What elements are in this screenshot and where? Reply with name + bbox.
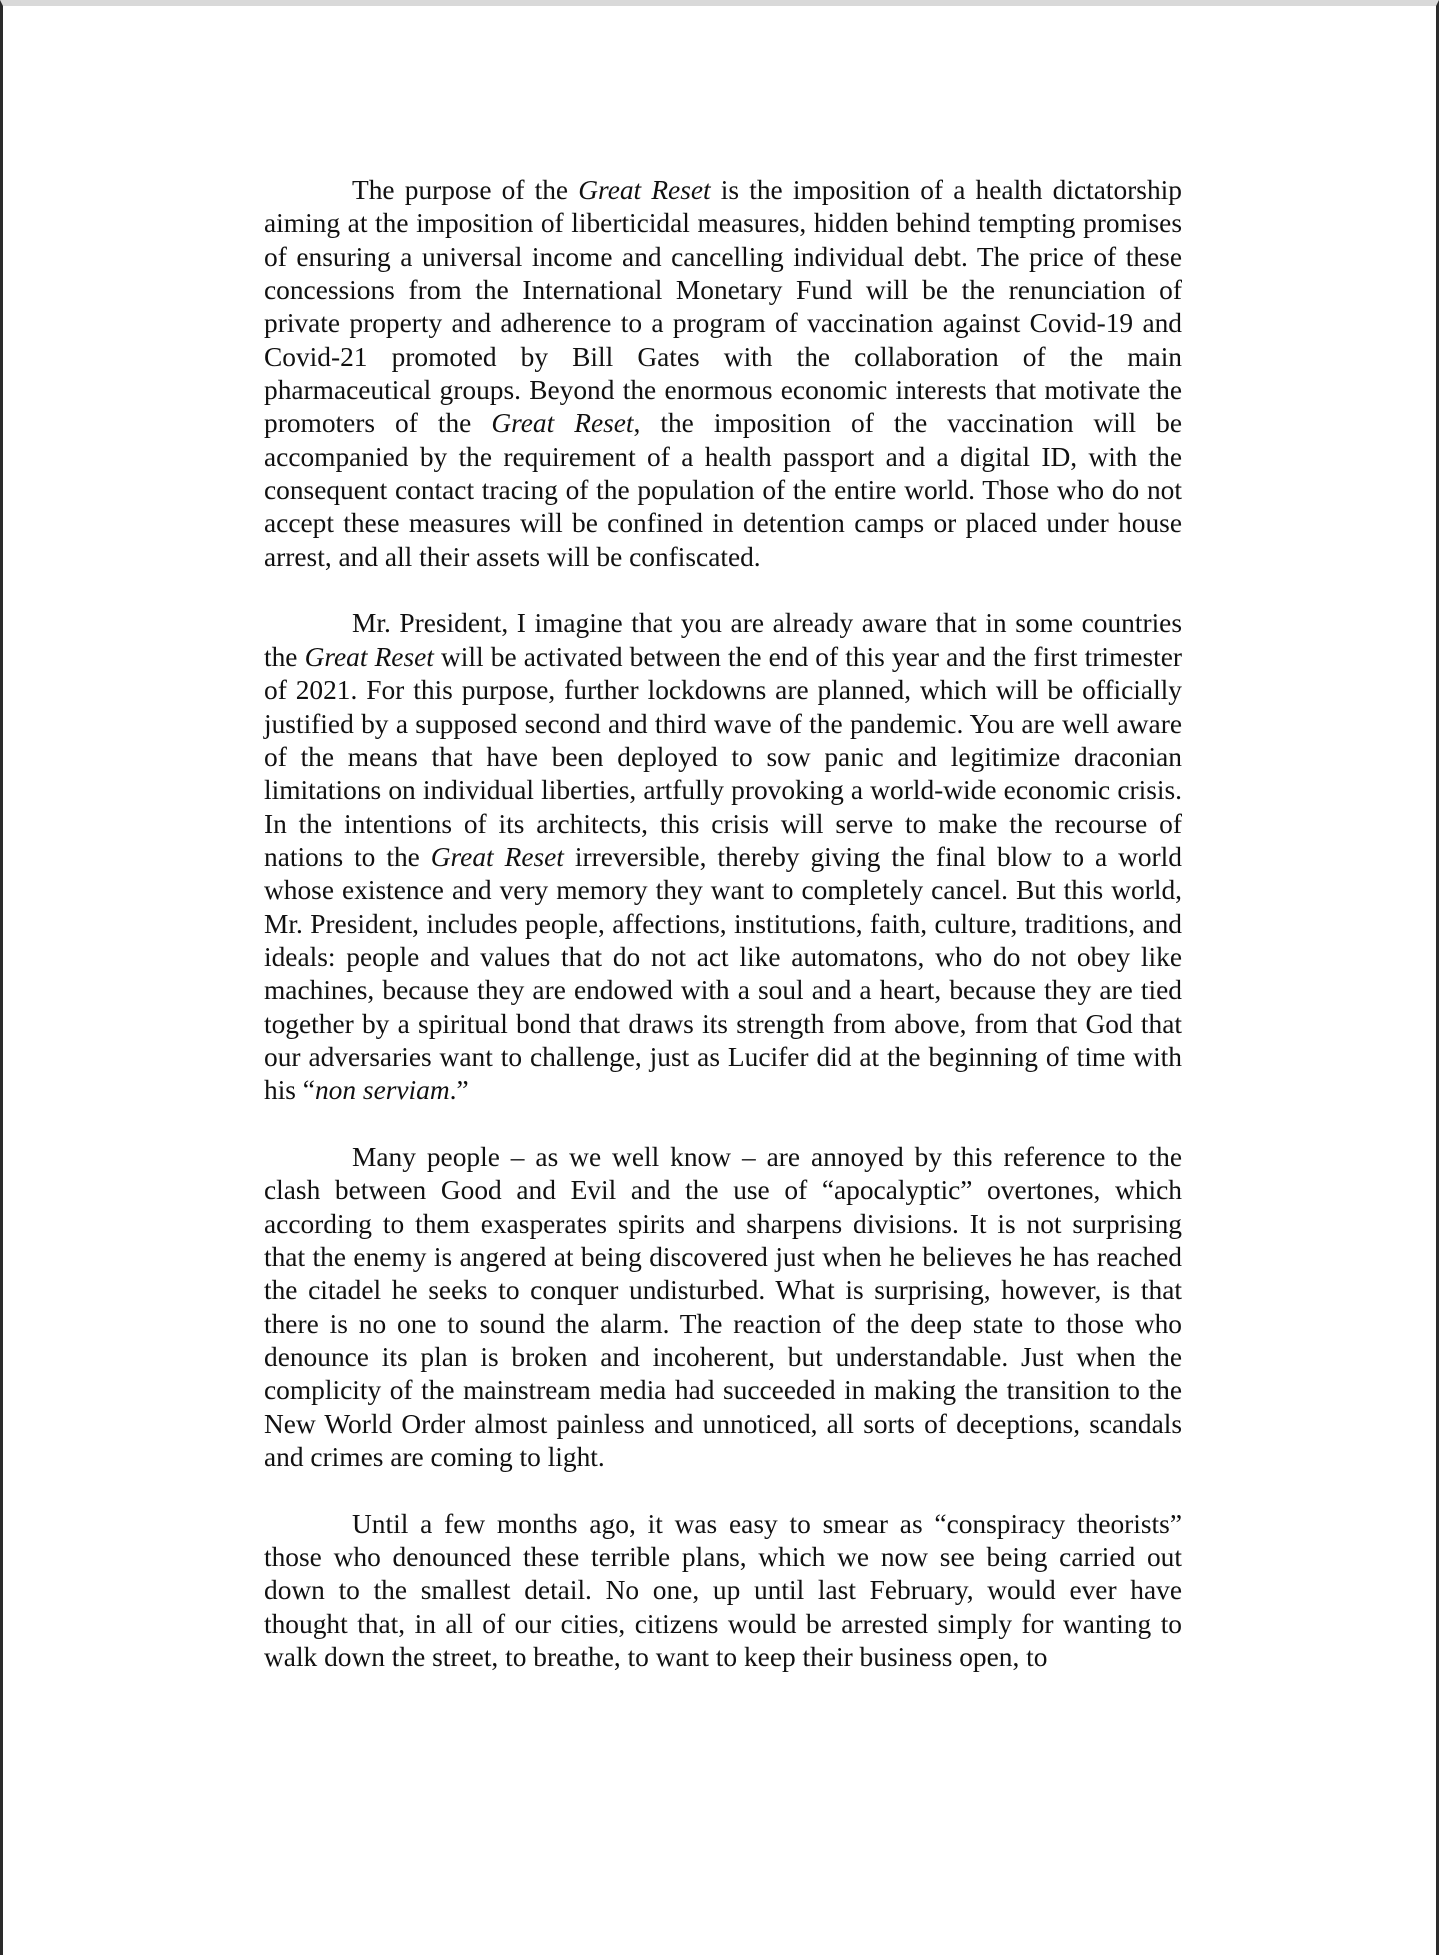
text-run: Mr. President, I imagine that you are already aware that in some countries the: [264, 608, 1182, 672]
paragraph: [264, 1141, 1182, 1474]
text-run: is the imposition of a health dictatorship aiming at the imposition of liberticidal measures, hidden behind tempting promises of ensuring a universal income and cancelling individual debt. The price of these concessions from the International Monetary Fund will be the renunciation of private property and adherence to a program of vaccination against Covid-19 and Covid-21 promoted by Bill Gates with the collaboration of the main pharmaceutical groups. Beyond the enormous economic interests that motivate the promoters of the: [264, 175, 1182, 439]
text-run: .”: [449, 1075, 469, 1106]
italic-term: Great Reset: [491, 408, 634, 439]
body-text: [264, 174, 1182, 1708]
italic-term: Great Reset: [304, 641, 434, 672]
paragraph: [264, 1508, 1182, 1675]
paragraph: [264, 174, 1182, 574]
italic-term: Great Reset: [578, 175, 711, 205]
text-run: irreversible, thereby giving the final blow to a world whose existence and very memory they want to completely cancel. But this world, Mr. President, includes people, affections, institutions, faith, culture, traditions, and ideals: people and values that do not act like automatons, who do not obey like machines, because they are endowed with a soul and a heart, because they are tied together by a spiritual bond that draws its strength from above, from that God that our adversaries want to challenge, just as Lucifer did at the beginning of time with his “: [264, 841, 1182, 1106]
text-run: Many people – as we well know – are annoyed by this reference to the clash between Good and Evil and the use of “apocalyptic” overtones, which according to them exasperates spirits and sharpens divisions. It is not surprising that the enemy is angered at being discovered just when he believes he has reached the citadel he seeks to conquer undisturbed. What is surprising, however, is that there is no one to sound the alarm. The reaction of the deep state to those who denounce its plan is broken and incoherent, but understandable. Just when the complicity of the mainstream media had succeeded in making the transition to the New World Order almost painless and unnoticed, all sorts of deceptions, scandals and crimes are coming to light.: [264, 1141, 1182, 1473]
text-run: will be activated between the end of this year and the first trimester of 2021. For this purpose, further lockdowns are planned, which will be officially justified by a supposed second and third wave of the pandemic. You are well aware of the means that have been deployed to sow panic and legitimize draconian limitations on individual liberties, artfully provoking a world-wide economic crisis. In the intentions of its architects, this crisis will serve to make the recourse of nations to the: [264, 641, 1182, 872]
text-run: , the imposition of the vaccination will be accompanied by the requirement of a health passport and a digital ID, with the consequent contact tracing of the population of the entire world. Those who do not accept these measures will be confined in detention camps or placed under house arrest, and all their assets will be confiscated.: [264, 408, 1182, 572]
text-run: Until a few months ago, it was easy to smear as “conspiracy theorists” those who denounced these terrible plans, which we now see being carried out down to the smallest detail. No one, up until last February, would ever have thought that, in all of our cities, citizens would be arrested simply for wanting to walk down the street, to breathe, to want to keep their business open, to: [264, 1508, 1182, 1673]
italic-term: non serviam: [314, 1075, 450, 1106]
text-run: The purpose of the: [352, 175, 579, 205]
italic-term: Great Reset: [430, 841, 564, 872]
paragraph: [264, 607, 1182, 1107]
